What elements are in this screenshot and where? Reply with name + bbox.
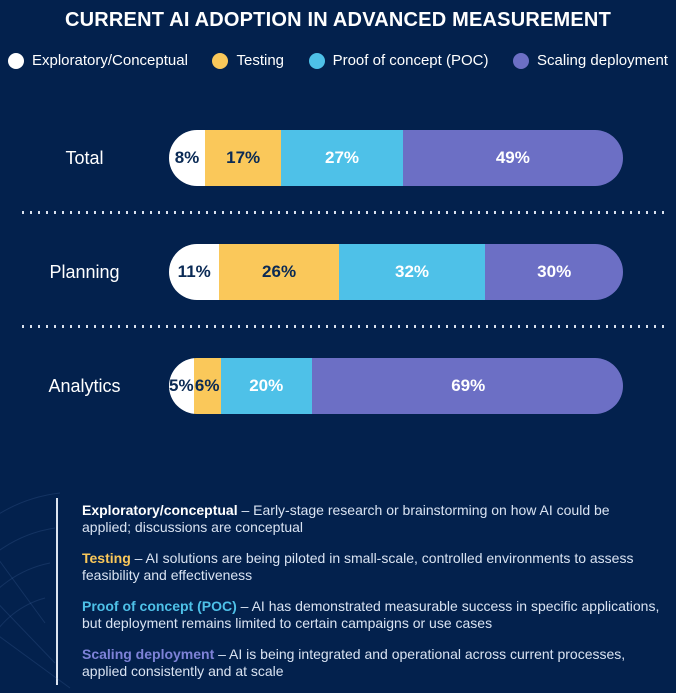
segment-value: 8% bbox=[174, 148, 200, 167]
chart-title: CURRENT AI ADOPTION IN ADVANCED MEASUREMENT bbox=[64, 9, 611, 31]
category-label: Total bbox=[65, 147, 104, 168]
bar-segment bbox=[219, 244, 338, 300]
bar-segment bbox=[205, 130, 281, 186]
legend-item bbox=[8, 52, 188, 69]
legend bbox=[0, 52, 676, 69]
bar-segment bbox=[281, 130, 402, 186]
segment-value: 20% bbox=[249, 376, 284, 395]
dotted-separator bbox=[22, 211, 668, 214]
stacked-bar bbox=[169, 358, 623, 414]
bar-segment bbox=[339, 244, 486, 300]
category-label: Planning bbox=[49, 261, 120, 282]
legend-swatch-icon bbox=[8, 53, 24, 69]
definition-item: Exploratory/conceptual – Early-stage research or brainstorming on how AI could be applied; discussions are conceptual bbox=[82, 502, 610, 535]
bar-segment bbox=[403, 130, 623, 186]
segment-value: 30% bbox=[537, 262, 572, 281]
definitions-block bbox=[56, 498, 660, 685]
segment-value: 27% bbox=[325, 148, 360, 167]
segment-value: 11% bbox=[177, 262, 211, 281]
stacked-bar bbox=[169, 244, 623, 300]
segment-value: 5% bbox=[169, 376, 194, 395]
definition-term: Exploratory/conceptual bbox=[82, 502, 238, 518]
definition-term: Testing bbox=[82, 550, 131, 567]
segment-value: 26% bbox=[262, 262, 297, 281]
legend-label: Exploratory/Conceptual bbox=[32, 52, 188, 69]
legend-label: Testing bbox=[236, 52, 285, 69]
legend-item bbox=[309, 52, 489, 69]
definition-item: Proof of concept (POC) – AI has demonstrated measurable success in specific applications, but deployment remains limited to certain campaigns or use cases bbox=[82, 598, 660, 631]
bar-segment bbox=[221, 358, 312, 414]
bar-segment bbox=[312, 358, 623, 414]
definition-item: Testing – AI solutions are being piloted in small-scale, controlled environments to assess feasibility and effectiveness bbox=[82, 550, 634, 583]
legend-label: Scaling deployment bbox=[537, 52, 668, 69]
bar-segment bbox=[169, 358, 194, 414]
legend-swatch-icon bbox=[513, 53, 529, 69]
legend-label: Proof of concept (POC) bbox=[332, 52, 489, 69]
legend-swatch-icon bbox=[212, 53, 228, 69]
segment-value: 6% bbox=[194, 376, 220, 395]
bar-segment bbox=[485, 244, 623, 300]
bar-segment bbox=[194, 358, 221, 414]
chart-row bbox=[0, 130, 676, 186]
definition-item: Scaling deployment – AI is being integrated and operational across current processes, applied consistently and at scale bbox=[82, 646, 626, 679]
category-label: Analytics bbox=[48, 375, 121, 396]
stacked-bar-chart bbox=[0, 130, 676, 414]
segment-value: 49% bbox=[495, 148, 530, 167]
definition-term: Proof of concept (POC) bbox=[82, 598, 237, 615]
bar-segment bbox=[169, 130, 205, 186]
chart-row bbox=[0, 244, 676, 300]
dotted-separator bbox=[22, 325, 668, 328]
bar-segment bbox=[169, 244, 219, 300]
legend-swatch-icon bbox=[309, 53, 325, 69]
segment-value: 69% bbox=[451, 376, 486, 395]
legend-item bbox=[212, 52, 284, 69]
segment-value: 32% bbox=[395, 262, 430, 281]
definition-term: Scaling deployment bbox=[82, 646, 215, 663]
stacked-bar bbox=[169, 130, 623, 186]
legend-item bbox=[513, 52, 668, 69]
chart-row bbox=[0, 358, 676, 414]
segment-value: 17% bbox=[226, 148, 261, 167]
